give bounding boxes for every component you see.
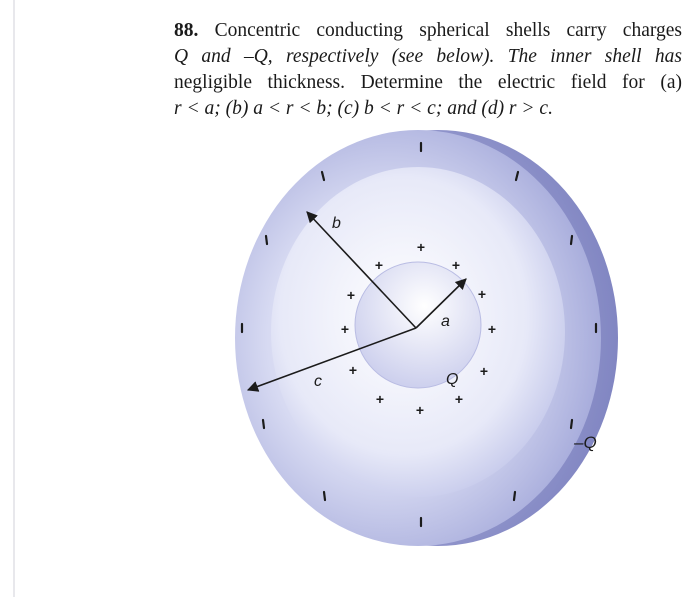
label-Q: Q <box>446 371 459 388</box>
problem-line-4: r < a; (b) a < r < b; (c) b < r < c; and (d) r > c. <box>174 98 553 119</box>
plus-charge: + <box>487 321 497 337</box>
plus-charge: + <box>477 286 487 302</box>
minus-charge <box>514 492 515 500</box>
minus-charge <box>324 492 325 500</box>
plus-charge: + <box>451 257 461 273</box>
label-c: c <box>314 373 322 390</box>
plus-charge: + <box>348 362 358 378</box>
problem-number: 88. <box>174 20 199 41</box>
label-negQ: –Q <box>574 433 597 452</box>
plus-charge: + <box>375 391 385 407</box>
problem-line-1: 88. Concentric conducting spherical shells carry charges <box>174 20 682 41</box>
plus-charge: + <box>340 321 350 337</box>
plus-charge: + <box>415 402 425 418</box>
minus-charge <box>571 236 572 244</box>
plus-charge: + <box>479 363 489 379</box>
label-a: a <box>441 313 450 330</box>
minus-charge <box>571 420 572 428</box>
problem-line-3: negligible thickness. Determine the electric field for (a) <box>174 72 682 93</box>
minus-charge <box>263 420 264 428</box>
plus-charge: + <box>416 239 426 255</box>
plus-charge: + <box>454 391 464 407</box>
label-b: b <box>332 215 341 232</box>
minus-charge <box>266 236 267 244</box>
plus-charge: + <box>346 287 356 303</box>
problem-line-2: Q and –Q, respectively (see below). The inner shell has <box>174 46 682 67</box>
plus-charge: + <box>374 257 384 273</box>
